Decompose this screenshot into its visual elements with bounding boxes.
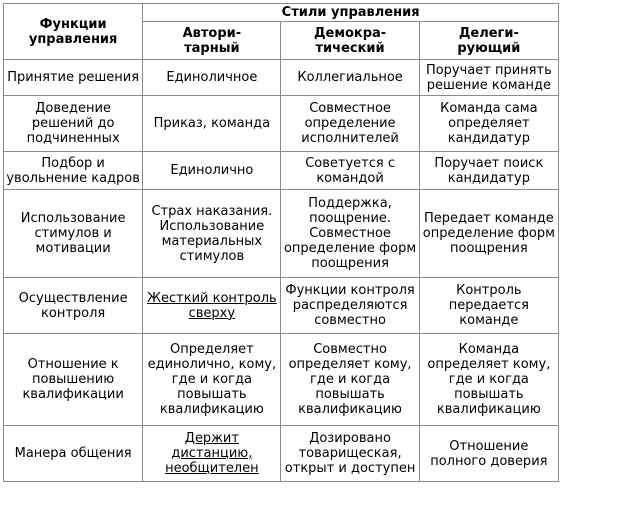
democratic-cell: Совместное определение исполнителей — [281, 96, 419, 152]
function-cell: Осуществление контроля — [4, 278, 143, 334]
delegating-cell: Команда сама определяет кандидатур — [419, 96, 558, 152]
functions-header: Функции управления — [4, 4, 143, 60]
table-row — [4, 60, 559, 96]
democratic-cell: Совместно определяет кому, где и когда повышать квалификацию — [281, 334, 419, 426]
delegating-cell: Поручает принять решение команде — [419, 60, 558, 96]
function-cell: Манера общения — [4, 426, 143, 482]
table-row — [4, 152, 559, 190]
delegating-cell: Команда определяет кому, где и когда повышать квалификацию — [419, 334, 558, 426]
delegating-cell: Контроль передается команде — [419, 278, 558, 334]
authoritarian-cell: Страх наказания. Использование материальных стимулов — [143, 190, 281, 278]
delegating-cell: Отношение полного доверия — [419, 426, 558, 482]
democratic-cell: Советуется с командой — [281, 152, 419, 190]
authoritarian-cell: Приказ, команда — [143, 96, 281, 152]
authoritarian-cell: Держит дистанцию, необщителен — [143, 426, 281, 482]
delegating-cell: Поручает поиск кандидатур — [419, 152, 558, 190]
table-row — [4, 96, 559, 152]
authoritarian-cell: Единолично — [143, 152, 281, 190]
function-cell: Доведение решений до подчиненных — [4, 96, 143, 152]
democratic-header: Демокра- тический — [281, 22, 419, 60]
democratic-cell: Функции контроля распределяются совместно — [281, 278, 419, 334]
democratic-cell: Дозировано товарищеская, открыт и доступен — [281, 426, 419, 482]
function-cell: Подбор и увольнение кадров — [4, 152, 143, 190]
table-row — [4, 278, 559, 334]
delegating-cell: Передает команде определение форм поощрения — [419, 190, 558, 278]
styles-group-header: Стили управления — [143, 4, 559, 22]
democratic-cell: Коллегиальное — [281, 60, 419, 96]
table-row — [4, 334, 559, 426]
function-cell: Использование стимулов и мотивации — [4, 190, 143, 278]
democratic-cell: Поддержка, поощрение. Совместное определение форм поощрения — [281, 190, 419, 278]
authoritarian-header: Автори- тарный — [143, 22, 281, 60]
table-row — [4, 426, 559, 482]
management-styles-table — [3, 3, 559, 482]
table-row — [4, 190, 559, 278]
delegating-header: Делеги- рующий — [419, 22, 558, 60]
function-cell: Принятие решения — [4, 60, 143, 96]
authoritarian-cell: Определяет единолично, кому, где и когда повышать квалификацию — [143, 334, 281, 426]
function-cell: Отношение к повышению квалификации — [4, 334, 143, 426]
authoritarian-cell: Жесткий контроль сверху — [143, 278, 281, 334]
authoritarian-cell: Единоличное — [143, 60, 281, 96]
